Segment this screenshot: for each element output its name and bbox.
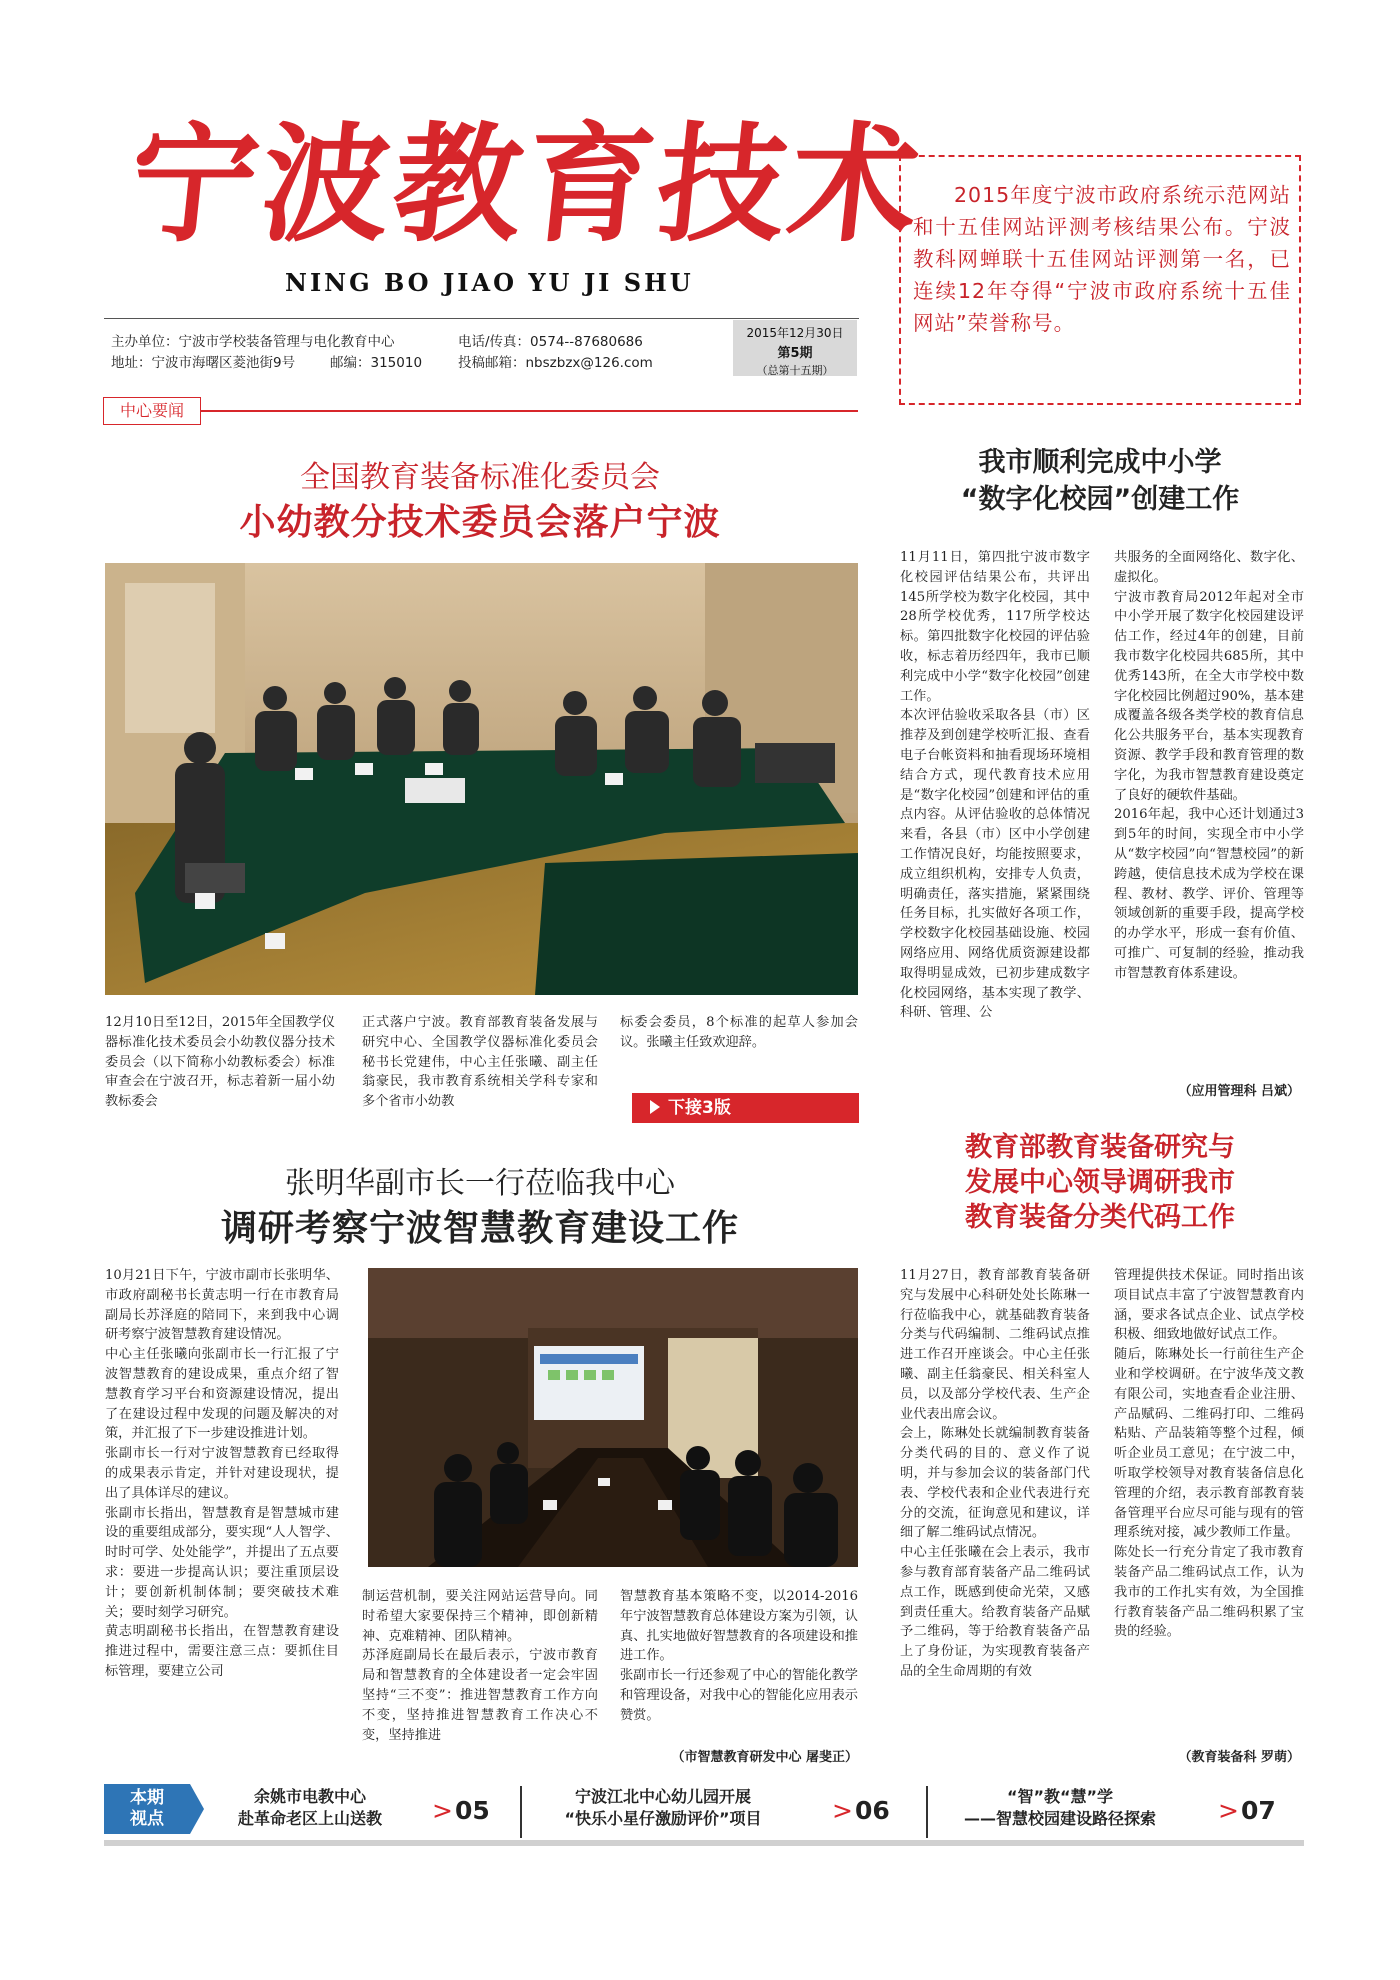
teaser-1-page-number: 05 [454, 1796, 490, 1825]
footer-divider [926, 1786, 928, 1838]
issue-box [733, 320, 857, 376]
teaser-2-page-number: 06 [854, 1796, 890, 1825]
page-marker-icon: > [1218, 1796, 1239, 1825]
meeting-photo-image [105, 563, 858, 995]
article2-title-line2: “数字化校园”创建工作 [960, 484, 1240, 515]
article2-col1: 11月11日，第四批宁波市数字化校园评估结果公布，共评出145所学校为数字化校园，其中28所学校优秀，117所学校达标。第四批数字化校园的评估验收，标志着历经四年，我市已顺利完成中小学“数字化校园”创建工作。 本次评估验收采取各县（市）区推荐及到创建学校听汇报、查看电子台帐资料和抽看现场环境相结合方式，现代教育技术应用是“数字化校园”创建和评估的重点内容。从评估验收的总体情况来看，各县（市）区中小学创建工作情况良好，均能按照要求，成立组织机构，安排专人负责，明确责任，落实措施，紧紧围绕任务目标，扎实做好各项工作，学校数字化校园基础设施、校园网络应用、网络优质资源建设都取得明显成效，已初步建成数字化校园网络，基本实现了教学、科研、管理、公 [900, 550, 1090, 1021]
article3-col3: 智慧教育基本策略不变，以2014-2016年宁波智慧教育总体建设方案为引领，认真、扎实地做好智慧教育的各项建设和推进工作。 张副市长一行还参观了中心的智能化教学和管理设备，对我中心的智能化应用表示赞赏。 [620, 1589, 858, 1723]
teaser-3-page[interactable] [1218, 1796, 1276, 1825]
footer-divider [520, 1786, 522, 1838]
article3-subtitle: 张明华副市长一行莅临我中心 [285, 1166, 675, 1201]
teaser-1-line1: 余姚市电教中心 [253, 1787, 366, 1806]
masthead-pinyin: NING BO JIAO YU JI SHU [285, 268, 694, 297]
article1-col1: 12月10日至12日，2015年全国教学仪器标准化技术委员会小幼教仪器分技术委员会（以下简称小幼教标委会）标准审查会在宁波召开，标志着新一届小幼教标委会 [105, 1015, 335, 1110]
host-info: 主办单位：宁波市学校装备管理与电化教育中心 [111, 334, 395, 350]
phone-info: 电话/传真：0574--87680686 [458, 334, 643, 350]
article1-photo [105, 563, 858, 995]
article4-title-line1: 教育部教育装备研究与 [965, 1132, 1235, 1163]
footer-teaser-3[interactable] [950, 1786, 1170, 1830]
footer-label [104, 1784, 190, 1834]
page-marker-icon: > [432, 1796, 453, 1825]
teaser-1-page[interactable] [432, 1796, 490, 1825]
teaser-2-page[interactable] [832, 1796, 890, 1825]
article4-title-line3: 教育装备分类代码工作 [965, 1202, 1235, 1233]
notice-box [899, 155, 1301, 405]
article3-col1: 10月21日下午，宁波市副市长张明华、市政府副秘书长黄志明一行在市教育局副局长苏泽庭的陪同下，来到我中心调研考察宁波智慧教育建设情况。 中心主任张曦向张副市长一行汇报了宁波智慧教育的建设成果，重点介绍了智慧教育学习平台和资源建设情况，提出了在建设过程中发现的问题及解决的对策，并汇报了下一步建设推进计划。 张副市长一行对宁波智慧教育已经取得的成果表示肯定，并针对建设现状，提出了具体详尽的建议。 张副市长指出，智慧教育是智慧城市建设的重要组成部分，要实现“人人智学、时时可学、处处能学”，并提出了五点要求：要进一步提高认识；要注重顶层设计；要创新机制体制；要突破技术难关；要时刻学习研究。 黄志明副秘书长指出，在智慧教育建设推进过程中，需要注意三点：要抓住目标管理，要建立公司 [105, 1268, 339, 1679]
arrow-right-icon [650, 1100, 660, 1114]
section-label: 中心要闻 [103, 397, 201, 425]
article3-col2: 制运营机制，要关注网站运营导向。同时希望大家要保持三个精神，即创新精神、克难精神、团队精神。 苏泽庭副局长在最后表示，宁波市教育局和智慧教育的全体建设者一定会牢固坚持“三不变”：推进智慧教育工作方向不变，坚持推进智慧教育工作决心不变，坚持推进 [362, 1589, 598, 1743]
teaser-3-line2: ——智慧校园建设路径探索 [963, 1809, 1156, 1828]
continue-label: 下接3版 [668, 1098, 731, 1118]
article4-title-line2: 发展中心领导调研我市 [965, 1167, 1235, 1198]
article1-title: 小幼教分技术委员会落户宁波 [239, 502, 721, 543]
article2-title-line1: 我市顺利完成中小学 [978, 447, 1222, 478]
article3-title: 调研考察宁波智慧教育建设工作 [220, 1208, 739, 1249]
postcode-info: 邮编：315010 [330, 355, 423, 371]
masthead-title: 宁波教育技术 [122, 110, 930, 260]
article2-byline: （应用管理科 吕斌） [1178, 1084, 1300, 1099]
article1-col2: 正式落户宁波。教育部教育装备发展与研究中心、全国教学仪器标准化委员会秘书长党建伟，中心主任张曦、副主任翁豪民，我市教育系统相关学科专家和多个省市小幼教 [362, 1015, 598, 1110]
section-divider [201, 410, 858, 412]
article4-byline: （教育装备科 罗萌） [1178, 1750, 1300, 1765]
article3-byline: （市智慧教育研发中心 屠斐正） [671, 1750, 858, 1765]
teaser-3-page-number: 07 [1240, 1796, 1276, 1825]
address-info: 地址：宁波市海曙区菱池街9号 [111, 355, 296, 371]
teaser-3-line1: “智”教“慧”学 [1006, 1787, 1114, 1806]
article3-photo [368, 1268, 858, 1567]
issue-number: 第5期 [777, 346, 813, 361]
footer-label-line1: 本期 [130, 1788, 164, 1808]
footer-label-line2: 视点 [130, 1809, 164, 1829]
article4-col2: 管理提供技术保证。同时指出该项目试点丰富了宁波智慧教育内涵，要求各试点企业、试点学校积极、细致地做好试点工作。 随后，陈琳处长一行前往生产企业和学校调研。在宁波华茂文教有限公司，实地查看企业注册、产品赋码、二维码打印、二维码粘贴、产品装箱等整个过程，倾听企业员工意见；在宁波二中，听取学校领导对教育装备信息化管理的介绍，表示教育部教育装备管理平台应尽可能与现有的管理系统对接，减少教师工作量。 陈处长一行充分肯定了我市教育装备产品二维码试点工作，认为我市的工作扎实有效，为全国推行教育装备产品二维码积累了宝贵的经验。 [1114, 1268, 1304, 1640]
footer-teaser-2[interactable] [548, 1786, 778, 1830]
teaser-2-line1: 宁波江北中心幼儿园开展 [574, 1787, 751, 1806]
email-info: 投稿邮箱：nbszbzx@126.com [458, 355, 653, 371]
info-divider [104, 318, 859, 319]
conference-photo-image [368, 1268, 858, 1567]
page-marker-icon: > [832, 1796, 853, 1825]
teaser-1-line2: 赴革命老区上山送教 [237, 1809, 382, 1828]
article1-col3: 标委会委员，8个标准的起草人参加会议。张曦主任致欢迎辞。 [620, 1015, 858, 1050]
article1-subtitle: 全国教育装备标准化委员会 [300, 460, 660, 495]
issue-date: 2015年12月30日 [746, 326, 844, 340]
issue-total: （总第十五期） [756, 364, 834, 377]
continue-link[interactable] [632, 1093, 859, 1123]
article4-col1: 11月27日，教育部教育装备研究与发展中心科研处处长陈琳一行莅临我中心，就基础教育装备分类与代码编制、二维码试点推进工作召开座谈会。中心主任张曦、副主任翁豪民、相关科室人员，以及部分学校代表、生产企业代表出席会议。 会上，陈琳处长就编制教育装备分类代码的目的、意义作了说明，并与参加会议的装备部门代表、学校代表和企业代表进行充分的交流，征询意见和建议，详细了解二维码试点情况。 中心主任张曦在会上表示，我市参与教育部育装备产品二维码试点工作，既感到使命光荣，又感到责任重大。给教育装备产品赋予二维码，等于给教育装备产品上了身份证，为实现教育装备产品的全生命周期的有效 [900, 1268, 1090, 1679]
footer-rule [104, 1840, 1304, 1846]
teaser-2-line2: “快乐小星仔激励评价”项目 [564, 1809, 762, 1828]
footer-teaser-1[interactable] [210, 1786, 410, 1830]
notice-text: 2015年度宁波市政府系统示范网站和十五佳网站评测考核结果公布。宁波教科网蝉联十五佳网站评测第一名，已连续12年夺得“宁波市政府系统十五佳网站”荣誉称号。 [913, 183, 1291, 335]
article2-col2: 共服务的全面网络化、数字化、虚拟化。 宁波市教育局2012年起对全市中小学开展了数字化校园建设评估工作，经过4年的创建，目前我市数字化校园共685所，其中优秀143所，在全大市学校中数字化校园比例超过90%，基本建成覆盖各级各类学校的教育信息化公共服务平台，基本实现教育资源、教学手段和教育管理的数字化，为我市智慧教育建设奠定了良好的硬软件基础。 2016年起，我中心还计划通过3到5年的时间，实现全市中小学从“数字校园”向“智慧校园”的新跨越，使信息技术成为学校在课程、教材、教学、评价、管理等领域创新的重要手段，提高学校的办学水平，形成一套有价值、可推广、可复制的经验，推动我市智慧教育体系建设。 [1114, 550, 1304, 981]
